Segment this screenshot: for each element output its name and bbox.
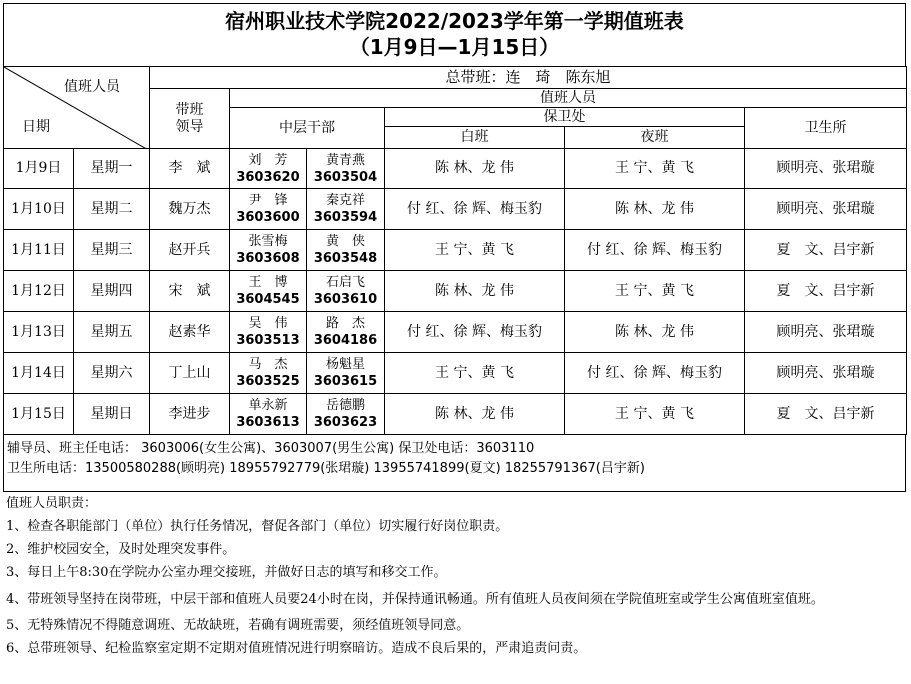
row-weekday: 星期三: [74, 230, 150, 271]
row-weekday: 星期五: [74, 312, 150, 353]
cadre-cell: [230, 271, 307, 312]
cadre-cell: [307, 189, 385, 230]
cadre-cell: [307, 394, 385, 435]
counselor-phones: 辅导员、班主任电话： 3603006(女生公寓)、3603007(男生公寓) 保卫处电话：3603110: [7, 441, 535, 456]
duty-item: 1、检查各职能部门（单位）执行任务情况，督促各部门（单位）切实履行好岗位职责。: [6, 519, 509, 534]
cadre-name: 岳德鹏: [325, 398, 365, 413]
general-duty: 总带班：连 琦 陈东旭: [150, 67, 907, 89]
night-shift-staff: 陈 林、龙 伟: [565, 312, 745, 353]
header-diagonal-cell: [4, 67, 150, 149]
duty-item: 3、每日上午8:30在学院办公室办理交接班，并做好日志的填写和移交工作。: [6, 565, 447, 580]
cadre-phone: 3603548: [313, 251, 378, 266]
table-row: [4, 394, 907, 435]
clinic-phones: 卫生所电话：13500580288(顾明亮) 18955792779(张珺璇) 13955741899(夏文) 18255791367(吕宇新): [7, 461, 645, 476]
row-date: 1月14日: [4, 353, 74, 394]
cadre-phone: 3603610: [313, 292, 378, 307]
duty-schedule: [3, 3, 906, 656]
cadre-name: 吴 伟: [248, 316, 288, 331]
duty-item: 4、带班领导坚持在岗带班，中层干部和值班人员要24小时在岗，并保持通讯畅通。所有值班人员夜间须在学院值班室或学生公寓值班室值班。: [6, 592, 824, 607]
night-shift-staff: 王 宁、黄 飞: [565, 394, 745, 435]
clinic-staff: 夏 文、吕宇新: [745, 271, 907, 312]
row-date: 1月15日: [4, 394, 74, 435]
cadre-phone: 3604545: [236, 292, 300, 307]
row-date: 1月10日: [4, 189, 74, 230]
clinic-staff: 顾明亮、张珺璇: [745, 353, 907, 394]
cadre-phone: 3603525: [236, 374, 300, 389]
night-shift-staff: 王 宁、黄 飞: [565, 271, 745, 312]
cadre-cell: [307, 149, 385, 189]
night-shift-staff: 付 红、徐 辉、梅玉豹: [565, 230, 745, 271]
duties-heading: 值班人员职责：: [6, 496, 98, 511]
day-shift-staff: 付 红、徐 辉、梅玉豹: [385, 189, 565, 230]
cadre-name: 尹 锋: [248, 193, 288, 208]
clinic-staff: 顾明亮、张珺璇: [745, 149, 907, 189]
table-row: [4, 312, 907, 353]
leader-header: 带班 领导: [150, 89, 230, 149]
row-weekday: 星期二: [74, 189, 150, 230]
cadre-cell: [307, 312, 385, 353]
row-weekday: 星期一: [74, 149, 150, 189]
title-block: [3, 3, 906, 66]
day-shift-staff: 陈 林、龙 伟: [385, 271, 565, 312]
night-shift-staff: 付 红、徐 辉、梅玉豹: [565, 353, 745, 394]
cadre-name: 黄 侠: [325, 234, 365, 249]
cadre-cell: [230, 353, 307, 394]
cadre-cell: [230, 394, 307, 435]
clinic-staff: 顾明亮、张珺璇: [745, 189, 907, 230]
cadre-name: 马 杰: [248, 357, 288, 372]
clinic-staff: 顾明亮、张珺璇: [745, 312, 907, 353]
row-leader: 魏万杰: [150, 189, 230, 230]
cadre-phone: 3603594: [313, 210, 378, 225]
cadre-phone: 3604186: [313, 333, 378, 348]
cadre-cell: [230, 149, 307, 189]
cadre-name: 单永新: [248, 398, 288, 413]
cadre-cell: [230, 312, 307, 353]
row-date: 1月11日: [4, 230, 74, 271]
duty-responsibilities: [3, 496, 906, 656]
row-date: 1月9日: [4, 149, 74, 189]
cadre-name: 张雪梅: [248, 234, 288, 249]
security-header: 保卫处: [385, 108, 745, 127]
row-weekday: 星期六: [74, 353, 150, 394]
row-date: 1月13日: [4, 312, 74, 353]
date-header: 日期: [22, 119, 50, 135]
clinic-staff: 夏 文、吕宇新: [745, 394, 907, 435]
cadre-phone: 3603613: [236, 415, 300, 430]
cadre-name: 黄青燕: [325, 152, 365, 168]
row-leader: 赵素华: [150, 312, 230, 353]
cadre-cell: [307, 230, 385, 271]
duty-item: 6、总带班领导、纪检监察室定期不定期对值班情况进行明察暗访。造成不良后果的，严肃追责问责。: [6, 641, 587, 656]
cadre-name: 王 博: [248, 275, 288, 290]
cadre-name: 石启飞: [325, 275, 365, 290]
cadre-phone: 3603623: [313, 415, 378, 430]
phone-directory: [3, 435, 906, 492]
row-leader: 赵开兵: [150, 230, 230, 271]
cadre-cell: [307, 353, 385, 394]
page-title: 宿州职业技术学院2022/2023学年第一学期值班表: [225, 9, 684, 33]
cadre-phone: 3603600: [236, 210, 300, 225]
table-row: [4, 353, 907, 394]
row-leader: 李 斌: [150, 149, 230, 189]
table-row: [4, 149, 907, 189]
cadre-phone: 3603615: [313, 374, 378, 389]
middle-cadre-header: 中层干部: [230, 108, 385, 149]
cadre-phone: 3603504: [313, 169, 378, 185]
row-leader: 李进步: [150, 394, 230, 435]
row-date: 1月12日: [4, 271, 74, 312]
night-shift-staff: 王 宁、黄 飞: [565, 149, 745, 189]
night-shift-header: 夜班: [565, 127, 745, 149]
cadre-phone: 3603620: [236, 169, 300, 185]
day-shift-staff: 王 宁、黄 飞: [385, 230, 565, 271]
cadre-name: 刘 芳: [248, 152, 288, 168]
row-weekday: 星期日: [74, 394, 150, 435]
cadre-name: 杨魁星: [325, 357, 365, 372]
table-row: [4, 230, 907, 271]
cadre-name: 路 杰: [325, 316, 365, 331]
duty-staff-header: 值班人员: [64, 79, 120, 95]
cadre-phone: 3603608: [236, 251, 300, 266]
row-weekday: 星期四: [74, 271, 150, 312]
cadre-cell: [230, 230, 307, 271]
day-shift-staff: 陈 林、龙 伟: [385, 149, 565, 189]
duty-item: 2、维护校园安全，及时处理突发事件。: [6, 542, 236, 557]
duty-staff-subheader: 值班人员: [230, 89, 907, 108]
cadre-cell: [230, 189, 307, 230]
day-shift-header: 白班: [385, 127, 565, 149]
cadre-phone: 3603513: [236, 333, 300, 348]
day-shift-staff: 付 红、徐 辉、梅玉豹: [385, 312, 565, 353]
cadre-name: 秦克祥: [325, 193, 365, 208]
day-shift-staff: 王 宁、黄 飞: [385, 353, 565, 394]
duty-item: 5、无特殊情况不得随意调班、无故缺班，若确有调班需要，须经值班领导同意。: [6, 618, 470, 633]
day-shift-staff: 陈 林、龙 伟: [385, 394, 565, 435]
clinic-header: 卫生所: [745, 108, 907, 149]
date-range: （1月9日—1月15日）: [349, 35, 560, 59]
row-leader: 宋 斌: [150, 271, 230, 312]
table-row: [4, 189, 907, 230]
cadre-cell: [307, 271, 385, 312]
row-leader: 丁上山: [150, 353, 230, 394]
night-shift-staff: 陈 林、龙 伟: [565, 189, 745, 230]
schedule-table: [3, 66, 907, 435]
table-row: [4, 271, 907, 312]
clinic-staff: 夏 文、吕宇新: [745, 230, 907, 271]
